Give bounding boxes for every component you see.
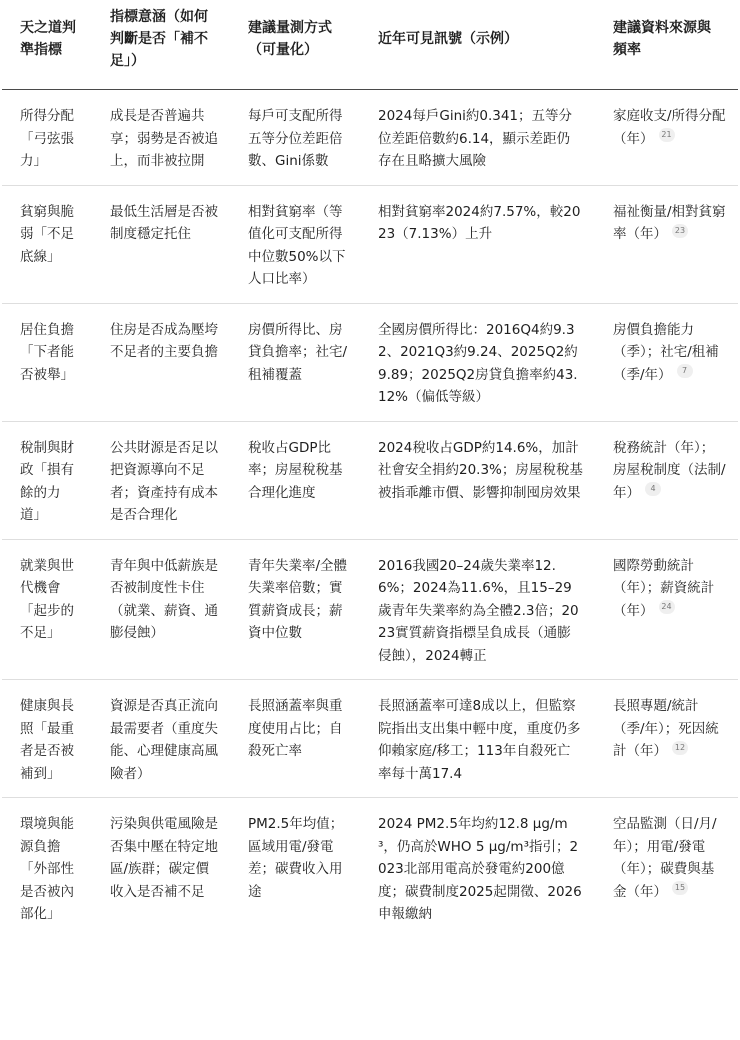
cell-source [595,421,738,539]
header-meaning: 指標意涵（如何判斷是否「補不足」） [92,0,230,90]
table-row [2,798,738,938]
cell-source [595,303,738,421]
cell-source [595,798,738,938]
cell-measure: 長照涵蓋率與重度使用占比；自殺死亡率 [230,680,360,798]
cell-signal: 2016我國20–24歲失業率12.6%；2024為11.6%，且15–29歲青年失業率約為全體2.3倍；2023實質薪資指標呈負成長（通膨侵蝕），2024轉正 [360,539,595,680]
table-row [2,680,738,798]
cell-signal: 2024 PM2.5年均約12.8 μg/m³，仍高於WHO 5 μg/m³指引；2023北部用電高於發電約200億度；碳費制度2025起開徵、2026申報繳納 [378,816,582,922]
cell-signal: 長照涵蓋率可達8成以上，但監察院指出支出集中輕中度，重度仍多仰賴家庭/移工；113年自殺死亡率每十萬17.4 [360,680,595,798]
cell-indicator: 環境與能源負擔「外部性是否被內部化」 [20,816,74,922]
cell-measure: 青年失業率/全體失業率倍數；實質薪資成長；薪資中位數 [230,539,360,680]
cell-source [595,90,738,186]
cell-indicator: 就業與世代機會「起步的不足」 [2,539,92,680]
table-row [2,421,738,539]
cell-signal: 相對貧窮率2024約7.57%，較2023（7.13%）上升 [360,185,595,303]
citation-badge[interactable]: 24 [659,600,675,614]
source-text: 空品監測（日/月/年）；用電/發電（年）；碳費與基金（年） [613,816,717,900]
cell-indicator: 稅制與財政「損有餘的力道」 [2,421,92,539]
cell-source [595,539,738,680]
cell-meaning: 公共財源是否足以把資源導向不足者；資產持有成本是否合理化 [92,421,230,539]
table-row [2,303,738,421]
cell-measure: 每戶可支配所得五等分位差距倍數、Gini係數 [230,90,360,186]
cell-signal: 2024每戶Gini約0.341；五等分位差距倍數約6.14，顯示差距仍存在且略擴大風險 [360,90,595,186]
cell-measure: PM2.5年均值；區域用電/發電差；碳費收入用途 [248,816,344,900]
source-text: 福祉衡量/相對貧窮率（年） [613,203,726,242]
source-text: 房價負擔能力（季）；社宅/租補（季/年） [613,321,719,383]
source-text: 家庭收支/所得分配（年） [613,108,726,147]
cell-meaning: 最低生活層是否被制度穩定托住 [92,185,230,303]
cell-measure: 稅收占GDP比率；房屋稅稅基合理化進度 [230,421,360,539]
header-source: 建議資料來源與頻率 [595,0,738,90]
citation-badge[interactable]: 21 [659,128,675,142]
cell-source [595,185,738,303]
cell-meaning: 住房是否成為壓垮不足者的主要負擔 [92,303,230,421]
citation-badge[interactable]: 12 [672,741,688,755]
cell-indicator: 貧窮與脆弱「不足底線」 [2,185,92,303]
citation-badge[interactable]: 4 [645,482,661,496]
source-text: 國際勞動統計（年）；薪資統計（年） [613,557,715,619]
cell-indicator: 居住負擔「下者能否被舉」 [2,303,92,421]
table-row [2,539,738,680]
citation-badge[interactable]: 23 [672,224,688,238]
cell-meaning: 資源是否真正流向最需要者（重度失能、心理健康高風險者） [92,680,230,798]
citation-badge[interactable]: 7 [677,364,693,378]
header-row [2,0,738,90]
cell-meaning: 成長是否普遍共享；弱勢是否被追上，而非被拉開 [92,90,230,186]
cell-signal: 全國房價所得比：2016Q4約9.32、2021Q3約9.24、2025Q2約9.89；2025Q2房貸負擔率約43.12%（偏低等級） [360,303,595,421]
cell-indicator: 健康與長照「最重者是否被補到」 [2,680,92,798]
header-signal: 近年可見訊號（示例） [360,0,595,90]
cell-measure: 房價所得比、房貸負擔率；社宅/租補覆蓋 [230,303,360,421]
citation-badge[interactable]: 15 [672,881,688,895]
source-text: 稅務統計（年）；房屋稅制度（法制/年） [613,439,726,501]
header-indicator: 天之道判準指標 [2,0,92,90]
table-row [2,185,738,303]
indicator-table [2,0,738,938]
cell-source [595,680,738,798]
cell-indicator: 所得分配「弓弦張力」 [2,90,92,186]
cell-meaning: 青年與中低薪族是否被制度性卡住（就業、薪資、通膨侵蝕） [92,539,230,680]
header-measure: 建議量測方式（可量化） [230,0,360,90]
table-row [2,90,738,186]
cell-meaning: 污染與供電風險是否集中壓在特定地區/族群；碳定價收入是否補不足 [110,816,218,900]
source-text: 長照專題/統計（季/年）；死因統計（年） [613,698,719,759]
cell-measure: 相對貧窮率（等值化可支配所得中位數50%以下人口比率） [230,185,360,303]
cell-signal: 2024稅收占GDP約14.6%，加計社會安全捐約20.3%；房屋稅稅基被指乖離市價、影響抑制囤房效果 [360,421,595,539]
